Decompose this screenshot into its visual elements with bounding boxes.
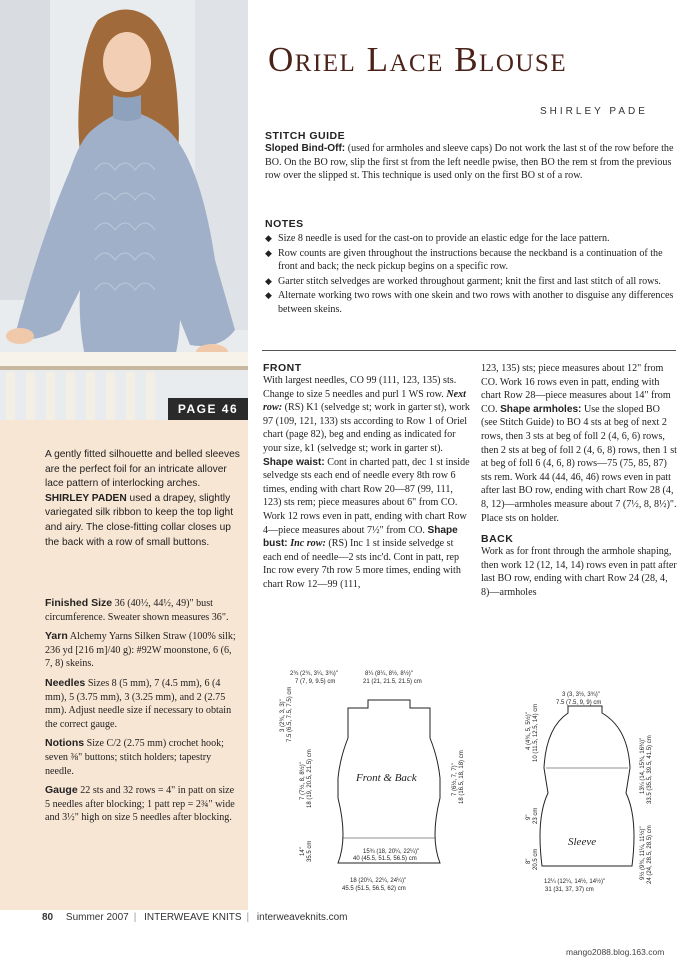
front-body bbox=[263, 374, 471, 592]
spec-label: Yarn bbox=[45, 630, 68, 643]
footer-magazine: INTERWEAVE KNITS bbox=[144, 912, 242, 923]
dim-text: 7.5 (6.5, 7.5, 7.5) cm bbox=[287, 686, 293, 742]
front-heading: FRONT bbox=[263, 362, 302, 374]
dim-text: 33.5 (35.5, 39.5, 41.5) cm bbox=[647, 735, 653, 804]
dim-text: 13¼ (14, 15¾, 16¾)" bbox=[640, 737, 646, 794]
list-item bbox=[265, 232, 677, 246]
spec-text: Alchemy Yarns Silken Straw (100% silk; 236 yd [216 m]/40 g): #92W moonstone, 6 (6, 7, 8) skeins. bbox=[45, 631, 236, 670]
dim-text: 18 (16.5, 18, 18) cm bbox=[459, 750, 465, 804]
byline: SHIRLEY PADE bbox=[540, 106, 648, 117]
spec-label: Gauge bbox=[45, 784, 78, 797]
section-divider bbox=[262, 350, 676, 351]
note-text: Alternate working two rows with one skein and two rows with another to disguise any differences between skeins. bbox=[278, 290, 674, 315]
front-text: (RS) K1 (selvedge st; work in garter st), work 97 (109, 121, 133) sts according to Row 1 of Oriel chart (page 82), beg and ending as indicated for your size, k1 (selvedge st; work in garter st). bbox=[263, 402, 470, 454]
notes bbox=[265, 218, 677, 318]
front-back-label: Front & Back bbox=[356, 772, 417, 784]
spec-text: 22 sts and 32 rows = 4" in patt on size 5 needles after blocking; 1 patt rep = 2¾" wide and 3½" high on size 5 needles after blocking. bbox=[45, 785, 235, 824]
spec-label: Needles bbox=[45, 676, 86, 689]
front-label: Shape armholes: bbox=[500, 403, 582, 415]
intro-text-after: used a drapey, slightly variegated silk ribbon to keep the top light and airy. The close-fitting collar closes up the back with a row of small buttons. bbox=[45, 492, 234, 548]
stitch-guide-term: Sloped Bind-Off: bbox=[265, 143, 346, 154]
stitch-guide-heading: STITCH GUIDE bbox=[265, 130, 346, 142]
back-heading: BACK bbox=[481, 533, 514, 546]
spec-text: 36 (40½, 44½, 49)" bust circumference. Sweater shown measures 36". bbox=[45, 598, 229, 623]
model-photo bbox=[0, 0, 248, 420]
front-text: Use the sloped BO (see Stitch Guide) to BO 4 sts at beg of next 2 rows, then 3 sts at beg of foll 2 (4, 6, 6) rows, then 2 sts at beg of foll 2 (4, 6, 8) rows, then 1 st at beg of foll 6 (4, 6, 8) rows—75 (75, 85, 87) sts rem. Work 44 (44, 46, 46) rows even in patt after last BO row, ending with chart Row 28 (4, 8, 12)—armholes measure about 7 (7½, 8, 8½)". Place sts on holder. bbox=[481, 403, 677, 524]
spec-finished-size bbox=[45, 597, 240, 624]
dim-text: 14" bbox=[300, 847, 306, 856]
front-instructions bbox=[263, 362, 471, 592]
schematic-diagram bbox=[260, 668, 680, 898]
dim-text: 15¾ (18, 20¼, 22¼)" bbox=[363, 849, 420, 855]
spec-notions bbox=[45, 737, 240, 778]
dim-text: 7 (7½, 8, 8½)" bbox=[300, 762, 306, 800]
front-label: Next row: bbox=[263, 388, 466, 414]
footer-url[interactable]: interweaveknits.com bbox=[256, 912, 348, 923]
dim-text: 45.5 (51.5, 56.5, 62) cm bbox=[342, 886, 406, 892]
list-item bbox=[265, 289, 677, 316]
dim-text: 4 (4¾, 5, 5½)" bbox=[526, 712, 532, 750]
note-text: Garter stitch selvedges are worked throughout garment; knit the first and last stitch of all rows. bbox=[278, 275, 661, 287]
diamond-bullet-icon: ◆ bbox=[265, 275, 272, 286]
back-body: Work as for front through the armhole shaping, then work 12 (12, 14, 14) rows even in patt after last BO row, ending with chart Row 24 (28, 4, 8)—armholes bbox=[481, 546, 677, 598]
dim-text: 8" bbox=[526, 858, 532, 864]
sleeve-label: Sleeve bbox=[568, 836, 597, 848]
page-title: Oriel Lace Blouse bbox=[268, 40, 568, 79]
front-text: With largest needles, CO 99 (111, 123, 135) sts. Change to size 5 needles and purl 1 WS row. bbox=[263, 375, 457, 400]
list-item bbox=[265, 275, 677, 289]
dim-text: 2¾ (2¾, 3¼, 3¾)" bbox=[290, 671, 338, 677]
dim-text: 9" bbox=[526, 814, 532, 820]
diamond-bullet-icon: ◆ bbox=[265, 247, 272, 258]
dim-text: 9½ (9¾, 11¼, 11½)" bbox=[640, 826, 646, 880]
front-text: 123, 135) sts; piece measures about 12" from CO. Work 16 rows even in patt, ending with chart Row 28—piece measures about 14" from CO. bbox=[481, 363, 671, 415]
footer-issue: Summer 2007 bbox=[65, 912, 129, 923]
dim-text: 18 (20¼, 22¼, 24¼)" bbox=[350, 878, 407, 884]
diamond-bullet-icon: ◆ bbox=[265, 290, 272, 301]
stitch-guide-text: (used for armholes and sleeve caps) Do not work the last st of the row before the BO. On the BO row, slip the first st from the left needle pwise, then BO the rem st from the previous row over the slipped st. This technique is used only on the first BO st of a row. bbox=[265, 143, 674, 182]
front-text: Cont in charted patt, dec 1 st inside selvedge sts each end of needle every 8th row 6 times, ending with chart Row 20—87 (99, 111, 123) sts rem; piece measures about 6" from CO. Work 12 rows even in patt, ending with chart Row 4—piece measures about 7½" from CO. bbox=[263, 456, 470, 536]
specs-list bbox=[45, 597, 240, 831]
intro-text bbox=[45, 448, 240, 550]
front-label: Shape waist: bbox=[263, 456, 325, 468]
spec-text: Sizes 8 (5 mm), 7 (4.5 mm), 6 (4 mm), 5 (3.75 mm), 3 (3.25 mm), and 2 (2.75 mm). Adjust needle size if necessary to obtain the correct gauge. bbox=[45, 677, 232, 730]
front-label: Inc row: bbox=[290, 538, 326, 550]
dim-text: 24 (24, 28.5, 28.5) cm bbox=[647, 825, 653, 884]
dim-text: 35.5 cm bbox=[307, 840, 313, 862]
spec-text: Size C/2 (2.75 mm) crochet hook; seven ⅜" buttons; stitch holders; tapestry needle. bbox=[45, 738, 224, 777]
notes-heading: NOTES bbox=[265, 218, 304, 230]
front-text: (RS) Inc 1 st inside selvedge st each end of needle—2 sts inc'd. Cont in patt, rep Inc row every 7th row 5 more times, ending with chart Row 12—99 (111, bbox=[263, 538, 461, 590]
front-cont-body bbox=[481, 362, 677, 525]
spec-yarn bbox=[45, 630, 240, 671]
dim-text: 40 (45.5, 51.5, 56.5) cm bbox=[353, 856, 417, 862]
dim-text: 8¼ (8¼, 8½, 8½)" bbox=[365, 671, 413, 677]
page-footer: 80 Summer 2007 | INTERWEAVE KNITS | interweaveknits.com bbox=[42, 912, 348, 923]
dim-text: 3 (2¾, 3, 3)" bbox=[280, 699, 286, 732]
note-text: Size 8 needle is used for the cast-on to provide an elastic edge for the lace pattern. bbox=[278, 233, 610, 244]
front-label: Shape bust: bbox=[263, 524, 458, 550]
dim-text: 7.5 (7.5, 9, 9) cm bbox=[556, 700, 602, 706]
spec-needles bbox=[45, 677, 240, 731]
dim-text: 3 (3, 3½, 3¾)" bbox=[562, 692, 600, 698]
intro-text-before: A gently fitted silhouette and belled sleeves are the perfect foil for an intricate allover lace pattern of interlocking arches. bbox=[45, 449, 240, 490]
dim-text: 7 (6½, 7, 7)" bbox=[452, 763, 458, 796]
dim-text: 20.5 cm bbox=[533, 848, 539, 870]
stitch-guide-body bbox=[265, 142, 677, 183]
front-back-instructions bbox=[481, 362, 677, 600]
dim-text: 18 (19, 20.5, 21.5) cm bbox=[307, 749, 313, 808]
spec-label: Notions bbox=[45, 737, 85, 750]
stitch-guide bbox=[265, 130, 677, 183]
dim-text: 10 (11.5, 12.5, 14) cm bbox=[533, 703, 539, 762]
page-badge: PAGE 46 bbox=[168, 398, 248, 420]
note-text: Row counts are given throughout the instructions because the neckband is a continuation of the front and back; the neck pickup begins on a specific row. bbox=[278, 247, 663, 273]
dim-text: 12¼ (12¼, 14½, 14½)" bbox=[544, 879, 606, 885]
dim-text: 31 (31, 37, 37) cm bbox=[545, 887, 594, 893]
intro-designer: SHIRLEY PADEN bbox=[45, 492, 127, 504]
dim-text: 23 cm bbox=[533, 807, 539, 824]
dim-text: 7 (7, 9, 9.5) cm bbox=[295, 679, 336, 685]
diamond-bullet-icon: ◆ bbox=[265, 233, 272, 243]
spec-gauge bbox=[45, 784, 240, 825]
spec-label: Finished Size bbox=[45, 597, 113, 609]
list-item bbox=[265, 247, 677, 274]
watermark: mango2088.blog.163.com bbox=[566, 947, 665, 957]
dim-text: 21 (21, 21.5, 21.5) cm bbox=[363, 679, 422, 685]
page-number: 80 bbox=[42, 912, 54, 923]
